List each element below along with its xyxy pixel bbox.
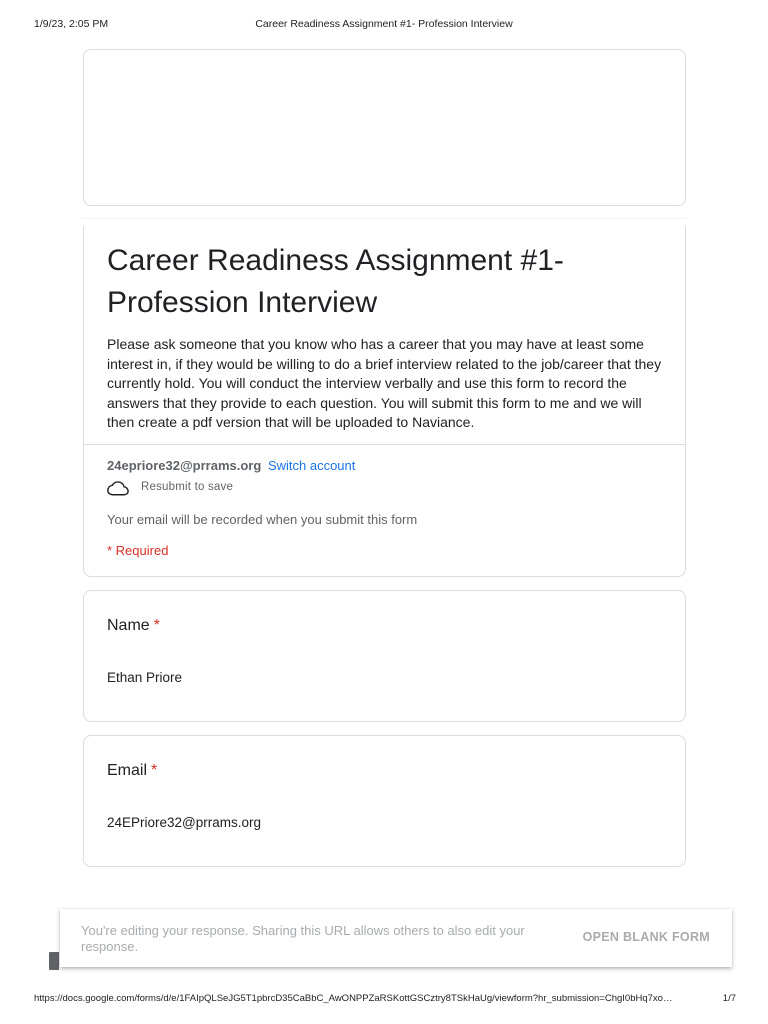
form-description: Please ask someone that you know who has a career that you may have at least some interest in, if they would be willing to do a brief interview related to the job/career that they currently hold. You will conduct the interview verbally and use this form to record the answers that they provide to each question. You will submit this form to me and we will then create a pdf version that will be uploaded to Naviance. <box>107 336 662 431</box>
required-asterisk: * <box>151 762 158 779</box>
page-number: 1/7 <box>722 993 736 1004</box>
print-url: https://docs.google.com/forms/d/e/1FAIpQLSeJG5T1pbrcD35CaBbC_AwONPPZaRSKottGSCztry8TSkHaUg/viewform?hr_submission=ChgI0bHq7xo… <box>34 993 673 1004</box>
feedback-icon[interactable] <box>49 952 59 970</box>
question-title: Email <box>107 762 148 779</box>
question-card-name <box>83 590 686 722</box>
header-banner <box>83 49 686 206</box>
account-email: 24epriore32@prrams.org <box>107 458 262 473</box>
save-status-text: Resubmit to save <box>141 481 234 493</box>
email-recorded-note: Your email will be recorded when you submit this form <box>107 512 418 527</box>
divider <box>84 444 685 445</box>
edit-response-toast <box>60 909 732 967</box>
print-title: Career Readiness Assignment #1- Profession Interview <box>255 18 513 30</box>
account-row <box>107 458 355 473</box>
question-label <box>107 617 160 635</box>
question-title: Name <box>107 617 150 634</box>
open-blank-form-button[interactable]: OPEN BLANK FORM <box>582 930 710 944</box>
toast-message: You're editing your response. Sharing this URL allows others to also edit your response. <box>81 923 525 954</box>
name-answer[interactable]: Ethan Priore <box>107 670 183 685</box>
print-date: 1/9/23, 2:05 PM <box>34 18 109 30</box>
title-card-top-edge <box>83 218 686 219</box>
question-card-email <box>83 735 686 867</box>
form-title: Career Readiness Assignment #1- Profession Interview <box>107 244 564 319</box>
print-header <box>0 18 768 32</box>
print-footer <box>0 993 768 1007</box>
switch-account-link[interactable]: Switch account <box>267 458 356 473</box>
cloud-icon <box>107 481 129 497</box>
required-note: * Required <box>107 543 169 558</box>
email-answer[interactable]: 24EPriore32@prrams.org <box>107 815 262 830</box>
form-title-card <box>83 226 686 577</box>
question-label <box>107 762 157 780</box>
required-asterisk: * <box>153 617 160 634</box>
